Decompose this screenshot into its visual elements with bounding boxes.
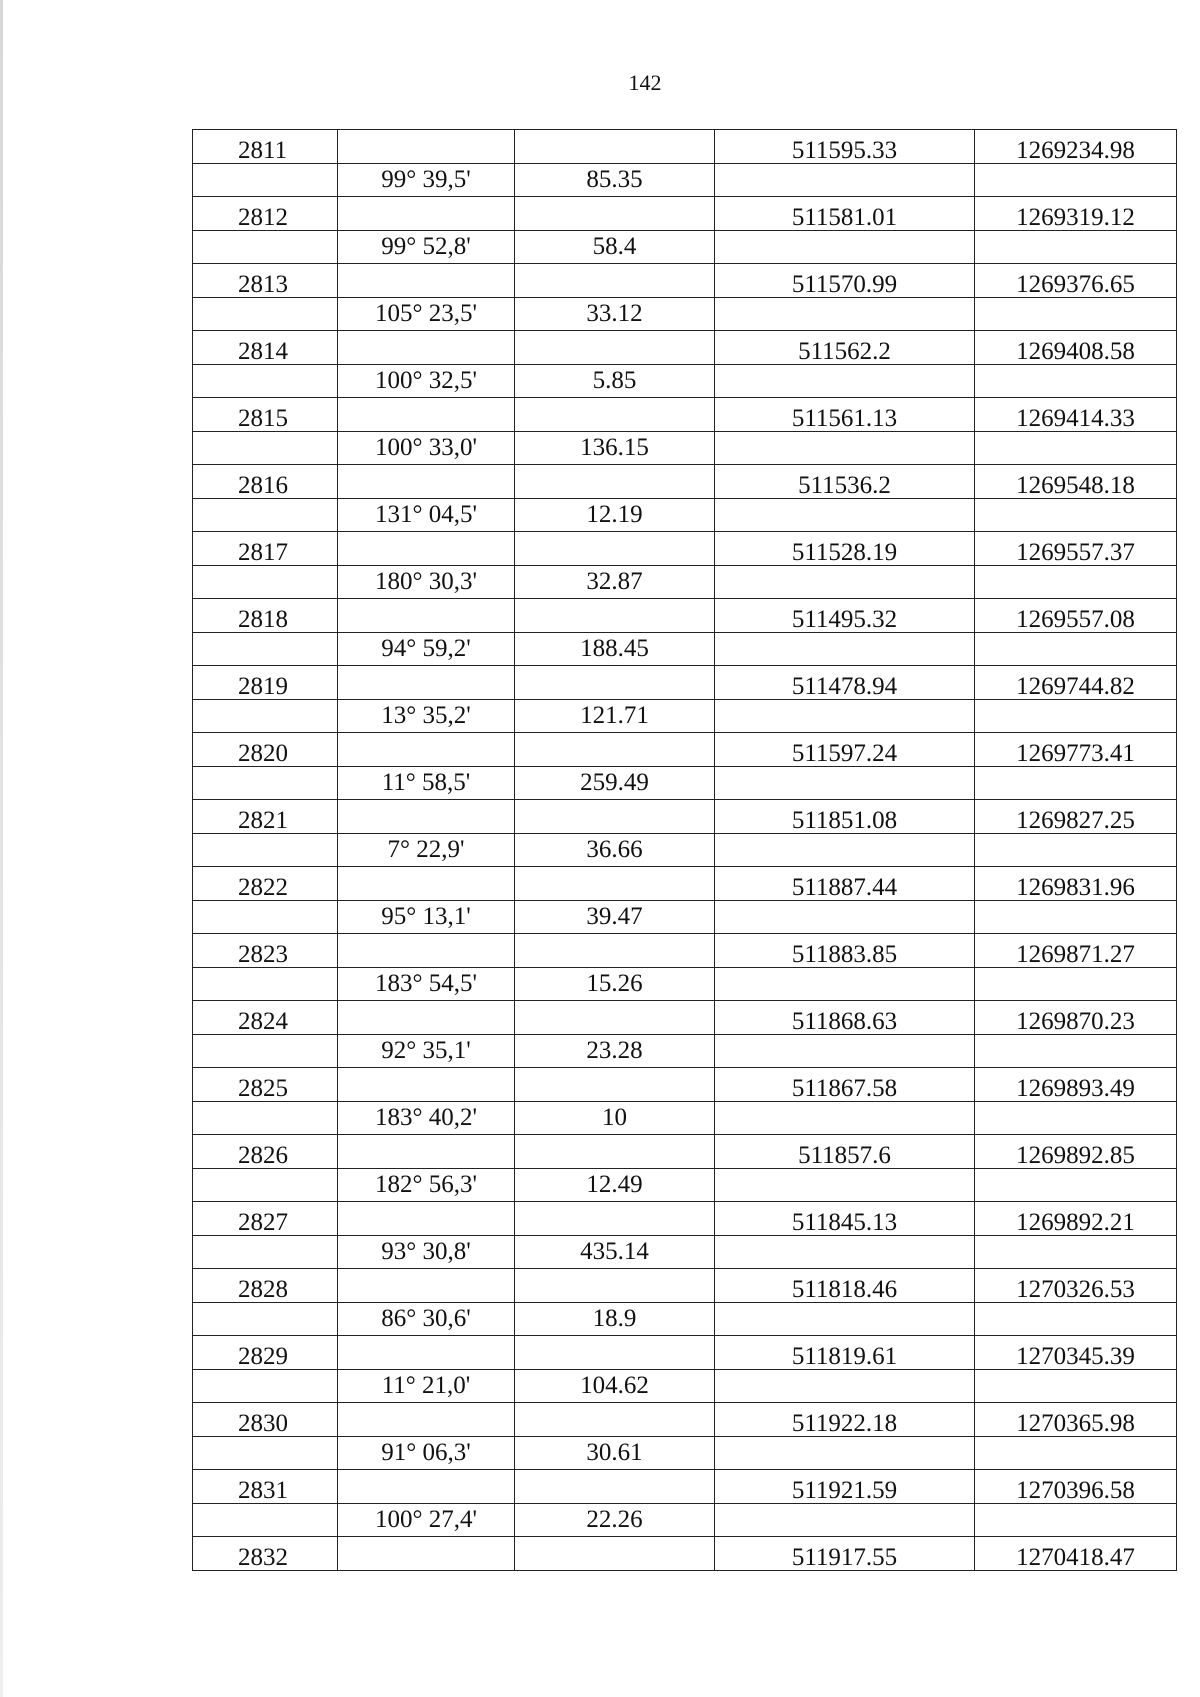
- bearing-cell: [338, 264, 515, 298]
- point-number-cell: [193, 766, 338, 800]
- distance-cell: [515, 1537, 715, 1571]
- distance-cell: 23.28: [515, 1034, 715, 1068]
- bearing-cell: 99° 52,8': [338, 230, 515, 264]
- distance-cell: [515, 465, 715, 499]
- segment-row: [193, 699, 1177, 733]
- y-coordinate-cell: [975, 163, 1177, 197]
- distance-cell: 104.62: [515, 1369, 715, 1403]
- point-number-cell: [193, 699, 338, 733]
- x-coordinate-cell: [715, 1369, 975, 1403]
- bearing-cell: 100° 33,0': [338, 431, 515, 465]
- point-number-cell: [193, 431, 338, 465]
- x-coordinate-cell: [715, 297, 975, 331]
- point-number-cell: 2815: [193, 398, 338, 432]
- point-number-cell: [193, 565, 338, 599]
- point-number-cell: [193, 833, 338, 867]
- distance-cell: 33.12: [515, 297, 715, 331]
- bearing-cell: 183° 40,2': [338, 1101, 515, 1135]
- bearing-cell: 86° 30,6': [338, 1302, 515, 1336]
- bearing-cell: [338, 733, 515, 767]
- point-number-cell: [193, 364, 338, 398]
- distance-cell: 259.49: [515, 766, 715, 800]
- x-coordinate-cell: 511561.13: [715, 398, 975, 432]
- point-number-cell: [193, 230, 338, 264]
- point-number-cell: 2827: [193, 1202, 338, 1236]
- distance-cell: 10: [515, 1101, 715, 1135]
- segment-row: [193, 163, 1177, 197]
- x-coordinate-cell: 511528.19: [715, 532, 975, 566]
- x-coordinate-cell: 511597.24: [715, 733, 975, 767]
- segment-row: [193, 1235, 1177, 1269]
- distance-cell: [515, 532, 715, 566]
- distance-cell: 39.47: [515, 900, 715, 934]
- bearing-cell: 182° 56,3': [338, 1168, 515, 1202]
- y-coordinate-cell: 1269557.08: [975, 599, 1177, 633]
- x-coordinate-cell: [715, 1503, 975, 1537]
- coordinates-table: [192, 129, 1177, 1571]
- point-number-cell: [193, 1034, 338, 1068]
- y-coordinate-cell: 1270326.53: [975, 1269, 1177, 1303]
- y-coordinate-cell: 1269234.98: [975, 130, 1177, 164]
- y-coordinate-cell: 1269744.82: [975, 666, 1177, 700]
- bearing-cell: [338, 934, 515, 968]
- segment-row: [193, 1101, 1177, 1135]
- distance-cell: 136.15: [515, 431, 715, 465]
- distance-cell: [515, 867, 715, 901]
- point-number-cell: 2820: [193, 733, 338, 767]
- distance-cell: [515, 666, 715, 700]
- bearing-cell: [338, 1068, 515, 1102]
- y-coordinate-cell: 1270345.39: [975, 1336, 1177, 1370]
- distance-cell: [515, 197, 715, 231]
- segment-row: [193, 1168, 1177, 1202]
- point-number-cell: 2826: [193, 1135, 338, 1169]
- distance-cell: 12.19: [515, 498, 715, 532]
- y-coordinate-cell: 1269557.37: [975, 532, 1177, 566]
- bearing-cell: 183° 54,5': [338, 967, 515, 1001]
- distance-cell: 435.14: [515, 1235, 715, 1269]
- x-coordinate-cell: [715, 632, 975, 666]
- point-number-cell: [193, 297, 338, 331]
- point-number-cell: [193, 1436, 338, 1470]
- point-row: [193, 1068, 1177, 1102]
- bearing-cell: 100° 32,5': [338, 364, 515, 398]
- x-coordinate-cell: 511867.58: [715, 1068, 975, 1102]
- segment-row: [193, 431, 1177, 465]
- point-number-cell: [193, 1503, 338, 1537]
- point-number-cell: 2821: [193, 800, 338, 834]
- point-row: [193, 1001, 1177, 1035]
- x-coordinate-cell: [715, 1101, 975, 1135]
- segment-row: [193, 1302, 1177, 1336]
- bearing-cell: 180° 30,3': [338, 565, 515, 599]
- bearing-cell: [338, 867, 515, 901]
- distance-cell: [515, 1269, 715, 1303]
- y-coordinate-cell: 1269892.85: [975, 1135, 1177, 1169]
- point-number-cell: 2817: [193, 532, 338, 566]
- y-coordinate-cell: [975, 699, 1177, 733]
- bearing-cell: [338, 1537, 515, 1571]
- x-coordinate-cell: 511818.46: [715, 1269, 975, 1303]
- segment-row: [193, 297, 1177, 331]
- distance-cell: [515, 934, 715, 968]
- bearing-cell: 131° 04,5': [338, 498, 515, 532]
- y-coordinate-cell: [975, 967, 1177, 1001]
- x-coordinate-cell: 511883.85: [715, 934, 975, 968]
- segment-row: [193, 900, 1177, 934]
- point-row: [193, 733, 1177, 767]
- point-row: [193, 1403, 1177, 1437]
- point-number-cell: 2832: [193, 1537, 338, 1571]
- point-row: [193, 1269, 1177, 1303]
- x-coordinate-cell: 511917.55: [715, 1537, 975, 1571]
- distance-cell: [515, 800, 715, 834]
- y-coordinate-cell: 1270396.58: [975, 1470, 1177, 1504]
- point-number-cell: 2812: [193, 197, 338, 231]
- point-number-cell: 2816: [193, 465, 338, 499]
- distance-cell: [515, 1202, 715, 1236]
- point-row: [193, 465, 1177, 499]
- x-coordinate-cell: 511868.63: [715, 1001, 975, 1035]
- coordinates-table-body: [193, 130, 1177, 1571]
- bearing-cell: [338, 130, 515, 164]
- point-number-cell: 2828: [193, 1269, 338, 1303]
- x-coordinate-cell: [715, 900, 975, 934]
- x-coordinate-cell: [715, 498, 975, 532]
- point-number-cell: [193, 900, 338, 934]
- distance-cell: 30.61: [515, 1436, 715, 1470]
- x-coordinate-cell: 511536.2: [715, 465, 975, 499]
- point-number-cell: 2814: [193, 331, 338, 365]
- x-coordinate-cell: [715, 1034, 975, 1068]
- x-coordinate-cell: [715, 1436, 975, 1470]
- point-number-cell: 2823: [193, 934, 338, 968]
- segment-row: [193, 565, 1177, 599]
- bearing-cell: 100° 27,4': [338, 1503, 515, 1537]
- point-number-cell: 2813: [193, 264, 338, 298]
- bearing-cell: [338, 331, 515, 365]
- y-coordinate-cell: [975, 1436, 1177, 1470]
- scan-edge-shadow: [0, 0, 3, 1697]
- distance-cell: 36.66: [515, 833, 715, 867]
- y-coordinate-cell: [975, 431, 1177, 465]
- bearing-cell: [338, 197, 515, 231]
- distance-cell: 32.87: [515, 565, 715, 599]
- point-number-cell: [193, 163, 338, 197]
- distance-cell: 58.4: [515, 230, 715, 264]
- y-coordinate-cell: [975, 565, 1177, 599]
- x-coordinate-cell: [715, 163, 975, 197]
- distance-cell: 12.49: [515, 1168, 715, 1202]
- x-coordinate-cell: [715, 230, 975, 264]
- bearing-cell: [338, 1001, 515, 1035]
- x-coordinate-cell: 511922.18: [715, 1403, 975, 1437]
- y-coordinate-cell: [975, 230, 1177, 264]
- point-row: [193, 130, 1177, 164]
- x-coordinate-cell: 511478.94: [715, 666, 975, 700]
- x-coordinate-cell: 511595.33: [715, 130, 975, 164]
- distance-cell: 85.35: [515, 163, 715, 197]
- point-number-cell: [193, 1168, 338, 1202]
- point-row: [193, 1336, 1177, 1370]
- x-coordinate-cell: 511570.99: [715, 264, 975, 298]
- segment-row: [193, 833, 1177, 867]
- point-number-cell: 2830: [193, 1403, 338, 1437]
- x-coordinate-cell: 511819.61: [715, 1336, 975, 1370]
- x-coordinate-cell: [715, 565, 975, 599]
- point-number-cell: 2825: [193, 1068, 338, 1102]
- x-coordinate-cell: [715, 967, 975, 1001]
- bearing-cell: [338, 1135, 515, 1169]
- segment-row: [193, 1436, 1177, 1470]
- bearing-cell: 11° 21,0': [338, 1369, 515, 1403]
- point-number-cell: [193, 967, 338, 1001]
- y-coordinate-cell: [975, 1302, 1177, 1336]
- point-number-cell: 2824: [193, 1001, 338, 1035]
- x-coordinate-cell: 511495.32: [715, 599, 975, 633]
- y-coordinate-cell: 1269319.12: [975, 197, 1177, 231]
- distance-cell: 18.9: [515, 1302, 715, 1336]
- distance-cell: [515, 733, 715, 767]
- point-number-cell: 2822: [193, 867, 338, 901]
- y-coordinate-cell: 1270418.47: [975, 1537, 1177, 1571]
- bearing-cell: [338, 1269, 515, 1303]
- y-coordinate-cell: 1270365.98: [975, 1403, 1177, 1437]
- x-coordinate-cell: [715, 766, 975, 800]
- bearing-cell: 95° 13,1': [338, 900, 515, 934]
- bearing-cell: 7° 22,9': [338, 833, 515, 867]
- point-number-cell: [193, 1235, 338, 1269]
- point-row: [193, 1537, 1177, 1571]
- y-coordinate-cell: 1269831.96: [975, 867, 1177, 901]
- point-row: [193, 599, 1177, 633]
- x-coordinate-cell: [715, 364, 975, 398]
- distance-cell: [515, 264, 715, 298]
- y-coordinate-cell: 1269827.25: [975, 800, 1177, 834]
- y-coordinate-cell: 1269892.21: [975, 1202, 1177, 1236]
- y-coordinate-cell: 1269893.49: [975, 1068, 1177, 1102]
- point-row: [193, 264, 1177, 298]
- x-coordinate-cell: 511845.13: [715, 1202, 975, 1236]
- point-number-cell: 2818: [193, 599, 338, 633]
- distance-cell: [515, 1470, 715, 1504]
- bearing-cell: [338, 1202, 515, 1236]
- bearing-cell: [338, 532, 515, 566]
- y-coordinate-cell: 1269376.65: [975, 264, 1177, 298]
- point-number-cell: 2831: [193, 1470, 338, 1504]
- distance-cell: [515, 1068, 715, 1102]
- point-row: [193, 666, 1177, 700]
- x-coordinate-cell: [715, 1168, 975, 1202]
- y-coordinate-cell: 1269408.58: [975, 331, 1177, 365]
- bearing-cell: 105° 23,5': [338, 297, 515, 331]
- distance-cell: 121.71: [515, 699, 715, 733]
- bearing-cell: 91° 06,3': [338, 1436, 515, 1470]
- x-coordinate-cell: 511562.2: [715, 331, 975, 365]
- bearing-cell: [338, 1336, 515, 1370]
- segment-row: [193, 967, 1177, 1001]
- distance-cell: [515, 1001, 715, 1035]
- segment-row: [193, 230, 1177, 264]
- distance-cell: 5.85: [515, 364, 715, 398]
- bearing-cell: 13° 35,2': [338, 699, 515, 733]
- page-number: 142: [628, 70, 662, 95]
- y-coordinate-cell: 1269773.41: [975, 733, 1177, 767]
- bearing-cell: 99° 39,5': [338, 163, 515, 197]
- point-row: [193, 197, 1177, 231]
- segment-row: [193, 1369, 1177, 1403]
- distance-cell: [515, 398, 715, 432]
- point-row: [193, 934, 1177, 968]
- point-row: [193, 331, 1177, 365]
- point-number-cell: [193, 1101, 338, 1135]
- y-coordinate-cell: [975, 1101, 1177, 1135]
- y-coordinate-cell: [975, 1034, 1177, 1068]
- bearing-cell: [338, 398, 515, 432]
- point-number-cell: 2829: [193, 1336, 338, 1370]
- point-row: [193, 532, 1177, 566]
- x-coordinate-cell: [715, 431, 975, 465]
- point-row: [193, 398, 1177, 432]
- x-coordinate-cell: [715, 699, 975, 733]
- y-coordinate-cell: [975, 364, 1177, 398]
- bearing-cell: 93° 30,8': [338, 1235, 515, 1269]
- point-number-cell: [193, 1369, 338, 1403]
- point-row: [193, 1202, 1177, 1236]
- x-coordinate-cell: [715, 1235, 975, 1269]
- bearing-cell: 92° 35,1': [338, 1034, 515, 1068]
- segment-row: [193, 632, 1177, 666]
- point-row: [193, 1135, 1177, 1169]
- y-coordinate-cell: 1269414.33: [975, 398, 1177, 432]
- y-coordinate-cell: [975, 1168, 1177, 1202]
- y-coordinate-cell: [975, 1503, 1177, 1537]
- point-row: [193, 800, 1177, 834]
- bearing-cell: [338, 1470, 515, 1504]
- segment-row: [193, 766, 1177, 800]
- x-coordinate-cell: 511857.6: [715, 1135, 975, 1169]
- y-coordinate-cell: [975, 498, 1177, 532]
- point-number-cell: [193, 632, 338, 666]
- distance-cell: 22.26: [515, 1503, 715, 1537]
- point-number-cell: [193, 1302, 338, 1336]
- distance-cell: [515, 130, 715, 164]
- distance-cell: [515, 1403, 715, 1437]
- y-coordinate-cell: 1269870.23: [975, 1001, 1177, 1035]
- segment-row: [193, 364, 1177, 398]
- y-coordinate-cell: 1269548.18: [975, 465, 1177, 499]
- bearing-cell: 11° 58,5': [338, 766, 515, 800]
- point-number-cell: 2811: [193, 130, 338, 164]
- y-coordinate-cell: 1269871.27: [975, 934, 1177, 968]
- x-coordinate-cell: 511887.44: [715, 867, 975, 901]
- distance-cell: [515, 331, 715, 365]
- bearing-cell: [338, 666, 515, 700]
- distance-cell: [515, 1336, 715, 1370]
- point-row: [193, 1470, 1177, 1504]
- distance-cell: [515, 1135, 715, 1169]
- point-row: [193, 867, 1177, 901]
- y-coordinate-cell: [975, 900, 1177, 934]
- x-coordinate-cell: 511921.59: [715, 1470, 975, 1504]
- distance-cell: 188.45: [515, 632, 715, 666]
- x-coordinate-cell: 511581.01: [715, 197, 975, 231]
- x-coordinate-cell: 511851.08: [715, 800, 975, 834]
- bearing-cell: [338, 465, 515, 499]
- bearing-cell: [338, 800, 515, 834]
- y-coordinate-cell: [975, 1235, 1177, 1269]
- distance-cell: [515, 599, 715, 633]
- bearing-cell: [338, 1403, 515, 1437]
- point-number-cell: [193, 498, 338, 532]
- bearing-cell: [338, 599, 515, 633]
- point-number-cell: 2819: [193, 666, 338, 700]
- x-coordinate-cell: [715, 1302, 975, 1336]
- y-coordinate-cell: [975, 833, 1177, 867]
- distance-cell: 15.26: [515, 967, 715, 1001]
- segment-row: [193, 498, 1177, 532]
- y-coordinate-cell: [975, 766, 1177, 800]
- segment-row: [193, 1034, 1177, 1068]
- y-coordinate-cell: [975, 632, 1177, 666]
- segment-row: [193, 1503, 1177, 1537]
- x-coordinate-cell: [715, 833, 975, 867]
- bearing-cell: 94° 59,2': [338, 632, 515, 666]
- y-coordinate-cell: [975, 297, 1177, 331]
- y-coordinate-cell: [975, 1369, 1177, 1403]
